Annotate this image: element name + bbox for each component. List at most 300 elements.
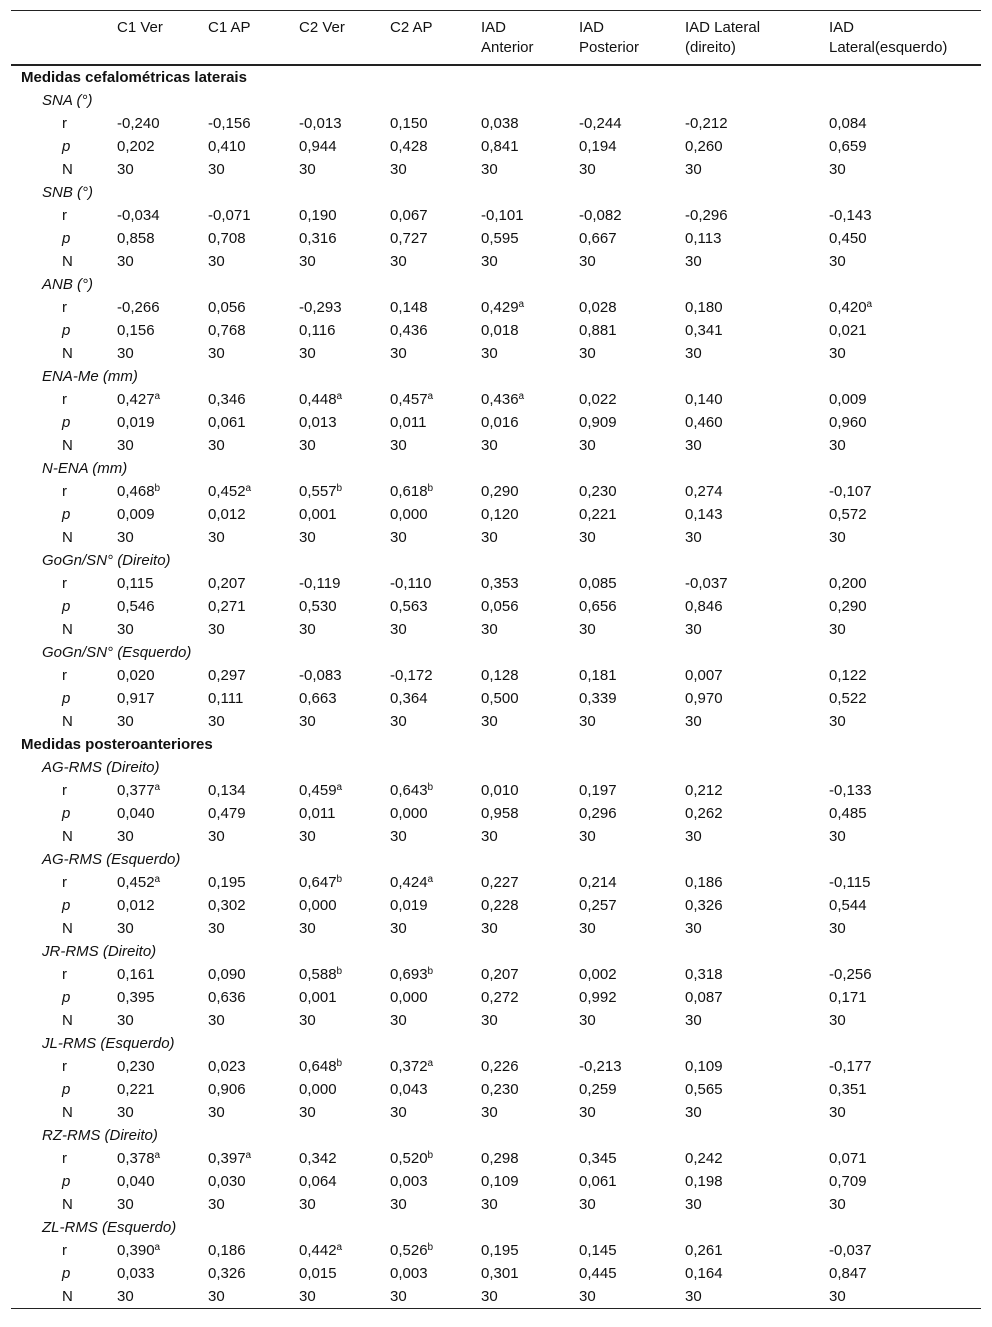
- stat-value: [117, 480, 208, 503]
- value-number: 30: [579, 529, 596, 546]
- value-number: 0,346: [208, 391, 246, 408]
- stat-value: [208, 1170, 299, 1193]
- stat-value: [208, 434, 299, 457]
- stat-row: [11, 480, 981, 503]
- value-number: 0,087: [685, 989, 723, 1006]
- value-number: 0,522: [829, 690, 867, 707]
- value-number: 0,351: [829, 1081, 867, 1098]
- stat-value: [685, 250, 829, 273]
- stat-value: [579, 1239, 685, 1262]
- stat-value: [208, 1009, 299, 1032]
- column-header-text: IAD Lateral: [685, 19, 761, 36]
- stat-label: p: [62, 230, 71, 247]
- stat-value: [117, 411, 208, 434]
- value-number: 0,326: [208, 1265, 246, 1282]
- value-number: 0,485: [829, 805, 867, 822]
- value-number: -0,213: [579, 1058, 622, 1075]
- column-header-2: [208, 11, 299, 66]
- stat-value: [579, 710, 685, 733]
- value-number: 0,659: [829, 138, 867, 155]
- stat-value: [390, 779, 481, 802]
- value-number: 0,028: [579, 299, 617, 316]
- value-number: -0,143: [829, 207, 872, 224]
- value-number: -0,110: [390, 575, 432, 592]
- stat-value: [579, 871, 685, 894]
- stat-value: [117, 1285, 208, 1309]
- stat-value: [117, 296, 208, 319]
- value-number: 30: [579, 1104, 596, 1121]
- stat-label: r: [62, 874, 67, 891]
- stat-value: [481, 342, 579, 365]
- stat-value: [117, 1170, 208, 1193]
- value-number: 0,970: [685, 690, 723, 707]
- stat-value: [829, 664, 981, 687]
- value-number: 0,618: [390, 483, 428, 500]
- value-number: -0,296: [685, 207, 728, 224]
- value-number: 0,021: [829, 322, 867, 339]
- stat-label: p: [62, 598, 71, 615]
- stat-value: [685, 480, 829, 503]
- value-number: 0,316: [299, 230, 337, 247]
- value-number: 30: [299, 1104, 316, 1121]
- value-number: 30: [685, 621, 702, 638]
- stat-value: [829, 503, 981, 526]
- stat-value: [685, 434, 829, 457]
- stat-value: [481, 1055, 579, 1078]
- stat-value: [481, 1262, 579, 1285]
- value-number: -0,013: [299, 115, 342, 132]
- significance-marker: b: [154, 483, 161, 494]
- stat-value: [685, 1009, 829, 1032]
- value-number: 30: [208, 529, 225, 546]
- value-number: 30: [117, 437, 134, 454]
- stat-value: [685, 1285, 829, 1309]
- value-number: 30: [390, 1104, 407, 1121]
- stat-value: [208, 618, 299, 641]
- stat-value: [117, 825, 208, 848]
- stat-value: [117, 802, 208, 825]
- stat-value: [579, 1285, 685, 1309]
- stat-label: N: [62, 1196, 73, 1213]
- value-number: 0,043: [390, 1081, 428, 1098]
- stat-value: [579, 250, 685, 273]
- stat-value: [208, 1055, 299, 1078]
- value-number: 0,194: [579, 138, 617, 155]
- stat-value: [117, 1101, 208, 1124]
- value-number: 0,906: [208, 1081, 246, 1098]
- value-number: -0,037: [829, 1242, 872, 1259]
- stat-value: [208, 595, 299, 618]
- stat-value: [481, 526, 579, 549]
- stat-value: [117, 1193, 208, 1216]
- stat-label: p: [62, 138, 71, 155]
- stat-value: [299, 894, 390, 917]
- stat-value: [685, 986, 829, 1009]
- value-number: 0,452: [208, 483, 246, 500]
- stat-value: [299, 572, 390, 595]
- value-number: 0,212: [685, 782, 723, 799]
- value-number: 30: [829, 1012, 846, 1029]
- stat-value: [208, 894, 299, 917]
- stat-value: [390, 572, 481, 595]
- stat-value: [117, 894, 208, 917]
- stat-row: [11, 1078, 981, 1101]
- correlation-table: [11, 10, 981, 1309]
- measure-name: ANB (°): [42, 276, 93, 293]
- stat-label: N: [62, 161, 73, 178]
- stat-value: [117, 687, 208, 710]
- stat-row: [11, 1009, 981, 1032]
- value-number: 30: [390, 828, 407, 845]
- value-number: 0,257: [579, 897, 617, 914]
- value-number: 30: [829, 345, 846, 362]
- value-number: 30: [685, 1196, 702, 1213]
- stat-value: [829, 1285, 981, 1309]
- value-number: 0,656: [579, 598, 617, 615]
- value-number: 0,372: [390, 1058, 428, 1075]
- section-row: [11, 65, 981, 89]
- stat-value: [685, 319, 829, 342]
- stat-row: [11, 917, 981, 940]
- stat-label: p: [62, 1173, 71, 1190]
- measure-row: [11, 1216, 981, 1239]
- stat-label: N: [62, 1104, 73, 1121]
- section-row: [11, 733, 981, 756]
- significance-marker: b: [336, 483, 343, 494]
- stat-label: p: [62, 1265, 71, 1282]
- value-number: 0,445: [579, 1265, 617, 1282]
- section-title: Medidas cefalométricas laterais: [21, 69, 247, 86]
- value-number: 0,228: [481, 897, 519, 914]
- stat-value: [299, 1239, 390, 1262]
- stat-value: [208, 1239, 299, 1262]
- stat-row: [11, 434, 981, 457]
- stat-label: r: [62, 667, 67, 684]
- stat-value: [208, 802, 299, 825]
- measure-row: [11, 273, 981, 296]
- stat-row: [11, 388, 981, 411]
- value-number: 0,001: [299, 506, 337, 523]
- value-number: 0,064: [299, 1173, 337, 1190]
- stat-label: p: [62, 690, 71, 707]
- value-number: 0,011: [299, 805, 336, 822]
- value-number: 30: [117, 1012, 134, 1029]
- value-number: 0,202: [117, 138, 155, 155]
- value-number: 30: [117, 1196, 134, 1213]
- stat-value: [299, 986, 390, 1009]
- value-number: -0,266: [117, 299, 160, 316]
- stat-value: [685, 112, 829, 135]
- stat-row: [11, 664, 981, 687]
- stat-value: [117, 250, 208, 273]
- stat-value: [208, 411, 299, 434]
- stat-value: [829, 1147, 981, 1170]
- stat-value: [481, 319, 579, 342]
- value-number: 0,663: [299, 690, 337, 707]
- stat-value: [481, 894, 579, 917]
- value-number: 30: [685, 253, 702, 270]
- value-number: 0,546: [117, 598, 155, 615]
- value-number: 30: [685, 920, 702, 937]
- value-number: 0,424: [390, 874, 428, 891]
- stat-value: [579, 1078, 685, 1101]
- value-number: 30: [117, 161, 134, 178]
- stat-row: [11, 411, 981, 434]
- stat-value: [579, 480, 685, 503]
- value-number: 0,846: [685, 598, 723, 615]
- value-number: 0,195: [208, 874, 246, 891]
- value-number: 0,693: [390, 966, 428, 983]
- value-number: 0,909: [579, 414, 617, 431]
- value-number: 30: [579, 253, 596, 270]
- stat-row: [11, 250, 981, 273]
- value-number: 0,122: [829, 667, 867, 684]
- stat-label: N: [62, 828, 73, 845]
- value-number: 0,011: [390, 414, 427, 431]
- stat-value: [829, 319, 981, 342]
- measure-row: [11, 940, 981, 963]
- value-number: 0,207: [208, 575, 246, 592]
- value-number: 30: [829, 529, 846, 546]
- value-number: -0,293: [299, 299, 342, 316]
- value-number: 0,090: [208, 966, 246, 983]
- value-number: -0,212: [685, 115, 728, 132]
- stat-value: [117, 526, 208, 549]
- stat-row: [11, 572, 981, 595]
- value-number: 0,012: [117, 897, 155, 914]
- value-number: 0,342: [299, 1150, 337, 1167]
- value-number: 30: [579, 1012, 596, 1029]
- significance-marker: a: [336, 391, 343, 402]
- measure-row: [11, 756, 981, 779]
- value-number: 0,260: [685, 138, 723, 155]
- value-number: 30: [579, 345, 596, 362]
- value-number: 0,000: [299, 1081, 337, 1098]
- stat-value: [117, 917, 208, 940]
- stat-value: [208, 664, 299, 687]
- significance-marker: a: [245, 483, 252, 494]
- stat-row: [11, 526, 981, 549]
- stat-value: [829, 710, 981, 733]
- value-number: 30: [829, 1104, 846, 1121]
- stat-label: N: [62, 529, 73, 546]
- value-number: 0,016: [481, 414, 519, 431]
- stat-label: p: [62, 805, 71, 822]
- value-number: -0,119: [299, 575, 341, 592]
- value-number: 30: [579, 713, 596, 730]
- value-number: 0,018: [481, 322, 519, 339]
- value-number: 0,227: [481, 874, 519, 891]
- value-number: 0,636: [208, 989, 246, 1006]
- stat-row: [11, 825, 981, 848]
- value-number: 0,084: [829, 115, 867, 132]
- stat-value: [208, 1285, 299, 1309]
- stat-value: [579, 963, 685, 986]
- stat-value: [685, 342, 829, 365]
- stat-value: [390, 227, 481, 250]
- value-number: 30: [208, 1104, 225, 1121]
- stat-value: [481, 112, 579, 135]
- value-number: 0,230: [579, 483, 617, 500]
- stat-value: [208, 572, 299, 595]
- header-row: [11, 11, 981, 66]
- significance-marker: a: [427, 391, 434, 402]
- stat-value: [579, 342, 685, 365]
- value-number: 0,944: [299, 138, 337, 155]
- value-number: 0,140: [685, 391, 723, 408]
- value-number: -0,115: [829, 874, 871, 891]
- stat-value: [829, 1055, 981, 1078]
- stat-value: [299, 917, 390, 940]
- measure-row: [11, 89, 981, 112]
- value-number: 0,040: [117, 1173, 155, 1190]
- stat-value: [208, 319, 299, 342]
- stat-row: [11, 871, 981, 894]
- stat-value: [829, 135, 981, 158]
- stat-value: [208, 388, 299, 411]
- value-number: 0,009: [829, 391, 867, 408]
- stat-value: [390, 342, 481, 365]
- stat-value: [390, 618, 481, 641]
- stat-value: [685, 1262, 829, 1285]
- value-number: 30: [117, 253, 134, 270]
- value-number: 0,190: [299, 207, 337, 224]
- value-number: 0,019: [390, 897, 428, 914]
- value-number: 0,128: [481, 667, 519, 684]
- stat-value: [117, 135, 208, 158]
- stat-value: [208, 1101, 299, 1124]
- value-number: 30: [299, 1196, 316, 1213]
- value-number: -0,133: [829, 782, 872, 799]
- stat-value: [481, 986, 579, 1009]
- stat-value: [685, 871, 829, 894]
- stat-row: [11, 204, 981, 227]
- stat-value: [685, 779, 829, 802]
- value-number: 30: [481, 1104, 498, 1121]
- stat-value: [481, 1239, 579, 1262]
- value-number: -0,071: [208, 207, 251, 224]
- value-number: 0,397: [208, 1150, 246, 1167]
- stat-value: [299, 1285, 390, 1309]
- stat-value: [829, 204, 981, 227]
- stat-value: [299, 388, 390, 411]
- value-number: 0,272: [481, 989, 519, 1006]
- stat-value: [117, 618, 208, 641]
- stat-value: [685, 1101, 829, 1124]
- stat-value: [579, 572, 685, 595]
- value-number: 0,195: [481, 1242, 519, 1259]
- stat-value: [579, 687, 685, 710]
- stat-value: [208, 227, 299, 250]
- value-number: 0,180: [685, 299, 723, 316]
- value-number: 0,197: [579, 782, 617, 799]
- stat-value: [299, 595, 390, 618]
- column-header-text: Lateral(esquerdo): [829, 39, 948, 56]
- value-number: 30: [685, 345, 702, 362]
- stat-value: [299, 296, 390, 319]
- value-number: 0,341: [685, 322, 723, 339]
- stat-row: [11, 802, 981, 825]
- stat-value: [481, 802, 579, 825]
- stat-value: [481, 917, 579, 940]
- stat-value: [299, 779, 390, 802]
- value-number: 30: [829, 1196, 846, 1213]
- value-number: 30: [829, 161, 846, 178]
- stat-label: r: [62, 1058, 67, 1075]
- value-number: 30: [685, 1012, 702, 1029]
- stat-value: [829, 296, 981, 319]
- value-number: 0,395: [117, 989, 155, 1006]
- stat-value: [299, 710, 390, 733]
- value-number: 0,298: [481, 1150, 519, 1167]
- value-number: 30: [481, 713, 498, 730]
- stat-value: [829, 825, 981, 848]
- measure-row: [11, 848, 981, 871]
- stat-value: [829, 687, 981, 710]
- value-number: 30: [685, 529, 702, 546]
- stat-value: [117, 112, 208, 135]
- value-number: 0,023: [208, 1058, 246, 1075]
- stat-value: [829, 227, 981, 250]
- value-number: 0,452: [117, 874, 155, 891]
- value-number: 0,262: [685, 805, 723, 822]
- stat-value: [481, 1285, 579, 1309]
- value-number: 0,186: [208, 1242, 246, 1259]
- value-number: 0,221: [579, 506, 617, 523]
- measure-name: N-ENA (mm): [42, 460, 128, 477]
- significance-marker: a: [245, 1150, 252, 1161]
- significance-marker: b: [427, 1150, 434, 1161]
- stat-label: p: [62, 1081, 71, 1098]
- stat-value: [117, 158, 208, 181]
- stat-value: [299, 526, 390, 549]
- value-number: -0,172: [390, 667, 433, 684]
- value-number: -0,101: [481, 207, 524, 224]
- measure-row: [11, 181, 981, 204]
- stat-value: [829, 917, 981, 940]
- stat-value: [829, 894, 981, 917]
- stat-row: [11, 227, 981, 250]
- value-number: 0,020: [117, 667, 155, 684]
- value-number: -0,083: [299, 667, 342, 684]
- measure-name: JL-RMS (Esquerdo): [42, 1035, 175, 1052]
- stat-value: [579, 526, 685, 549]
- stat-value: [208, 342, 299, 365]
- stat-label: r: [62, 575, 67, 592]
- value-number: 30: [117, 529, 134, 546]
- value-number: 30: [208, 345, 225, 362]
- stat-value: [299, 250, 390, 273]
- stat-value: [685, 802, 829, 825]
- stat-label: N: [62, 253, 73, 270]
- stat-value: [299, 1193, 390, 1216]
- measure-row: [11, 549, 981, 572]
- value-number: -0,107: [829, 483, 872, 500]
- measure-name: AG-RMS (Direito): [42, 759, 160, 776]
- stat-value: [579, 825, 685, 848]
- value-number: 0,207: [481, 966, 519, 983]
- stat-value: [208, 204, 299, 227]
- value-number: 0,958: [481, 805, 519, 822]
- column-header-text: (direito): [685, 39, 736, 56]
- stat-value: [390, 687, 481, 710]
- table-header: [11, 11, 981, 66]
- value-number: 0,520: [390, 1150, 428, 1167]
- value-number: 0,009: [117, 506, 155, 523]
- value-number: 0,727: [390, 230, 428, 247]
- column-header-text: C1 AP: [208, 19, 251, 36]
- value-number: 0,015: [299, 1265, 337, 1282]
